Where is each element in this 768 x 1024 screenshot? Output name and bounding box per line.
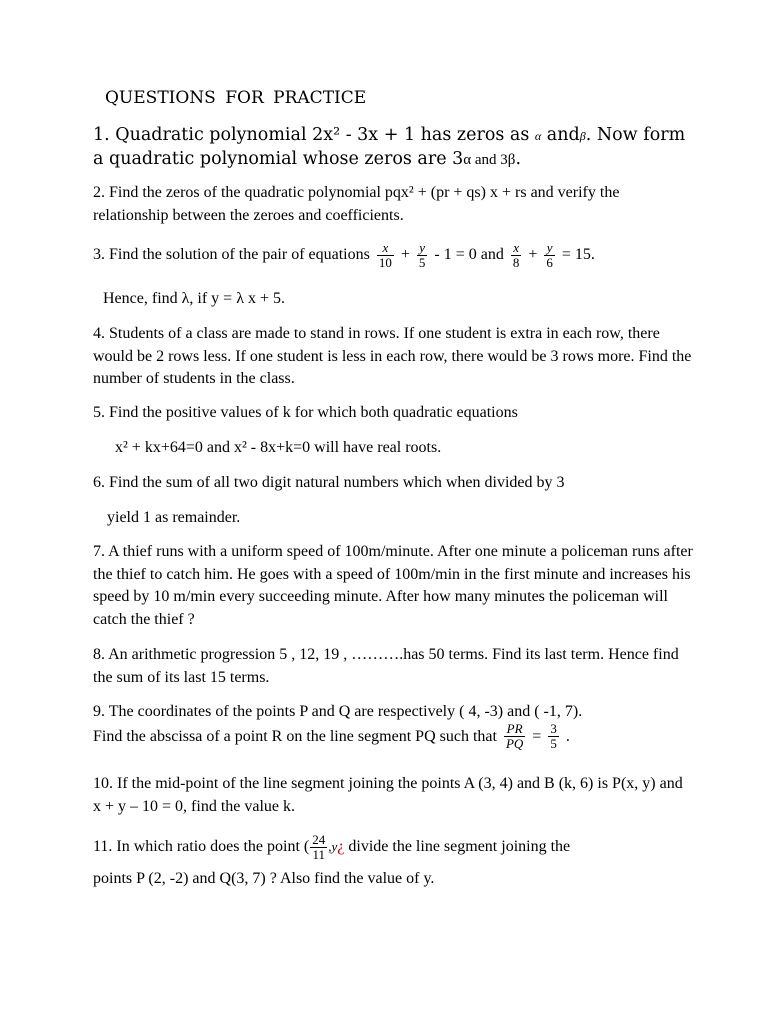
question-2: 2. Find the zeros of the quadratic polynomial pqx² + (pr + qs) x + rs and verify the relationship between the zeroes and coefficients. [93,184,620,224]
question-3 [93,240,693,270]
q9-f-num: PR [504,722,525,737]
question-7: 7. A thief runs with a uniform speed of 100m/minute. After one minute a policeman runs after the thief to catch him. He goes with a speed of 100m/min in the first minute and increases his speed by 10 m/min every succeeding minute. After how many minutes the policeman will catch the thief ? [93,543,693,628]
q3-plus1: + [396,246,414,263]
q3-f4-num: y [544,241,555,256]
q11-comma-y: ,y [328,839,338,854]
q9-eq: = [528,727,546,745]
q3-f4-den: 6 [546,254,553,270]
q1-and: and [541,125,580,145]
q3-f2-num: y [417,241,428,256]
q3-end: = 15. [557,246,595,263]
question-11-line2: points P (2, -2) and Q(3, 7) ? Also find the value of y. [93,870,435,887]
q3-f2-den: 5 [418,254,426,270]
q9-g-den: 5 [550,736,557,752]
q1-text-b: . Now form a quadratic polynomial whose zeros are 3 [93,125,686,169]
q3-f3-num: x [511,241,522,256]
q1-alpha2: α and 3β [463,152,516,168]
q3-fraction-1 [377,241,394,270]
q11-inverted-question: ¿ [337,838,345,855]
q11-lead: 11. In which ratio does the point ( [93,838,310,855]
q3-f1-num: x [377,241,394,256]
q9-g-num: 3 [550,721,557,737]
q3-fraction-2 [417,241,428,270]
q11-f-den: 11 [312,846,326,862]
question-3-hence: Hence, find λ, if y = λ x + 5. [103,290,285,307]
q9-line2 [93,722,693,752]
q11-f-num: 24 [312,831,326,847]
q9-line1: 9. The coordinates of the points P and Q are respectively ( 4, -3) and ( -1, 7). [93,703,583,720]
question-8: 8. An arithmetic progression 5 , 12, 19 , ……….has 50 terms. Find its last term. Hence find the sum of its last 15 terms. [93,646,679,686]
q1-text-a: 1. Quadratic polynomial 2x² - 3x + 1 has zeros as [93,125,535,145]
q3-plus2: + [524,246,542,263]
question-4: 4. Students of a class are made to stand in rows. If one student is extra in each row, there would be 2 rows less. If one student is less in each row, there would be 3 rows more. Find the number of students in the class. [93,325,692,387]
question-10: 10. If the mid-point of the line segment joining the points A (3, 4) and B (k, 6) is P(x, y) and x + y – 10 = 0, find the value k. [93,775,683,815]
q9-f-den: PQ [505,736,524,752]
question-6-cont: yield 1 as remainder. [107,509,241,526]
q1-alpha: α [534,129,542,143]
page-title: QUESTIONS FOR PRACTICE [105,88,367,108]
q11-rest: divide the line segment joining the [344,838,571,855]
q9-line2-text: Find the abscissa of a point R on the line segment PQ such that [93,727,501,745]
q9-end: . [561,727,570,745]
question-6: 6. Find the sum of all two digit natural numbers which when divided by 3 [93,474,565,491]
q3-f3-den: 8 [512,254,520,270]
q1-end: . [515,149,522,169]
q1-beta: β [579,129,586,143]
question-1 [93,124,693,172]
q9-fraction-3-5 [548,722,559,751]
q11-fraction [310,833,327,862]
q3-f1-den: 10 [378,254,392,270]
question-11 [93,830,693,864]
q3-fraction-3 [511,241,522,270]
question-9 [93,701,693,752]
question-5: 5. Find the positive values of k for which both quadratic equations [93,404,518,421]
q9-fraction-pr-pq [504,722,525,751]
q3-mid: - 1 = 0 and [430,246,508,263]
question-5-equations: x² + kx+64=0 and x² - 8x+k=0 will have real roots. [115,439,442,456]
q3-fraction-4 [544,241,555,270]
q3-lead: 3. Find the solution of the pair of equations [93,246,374,263]
